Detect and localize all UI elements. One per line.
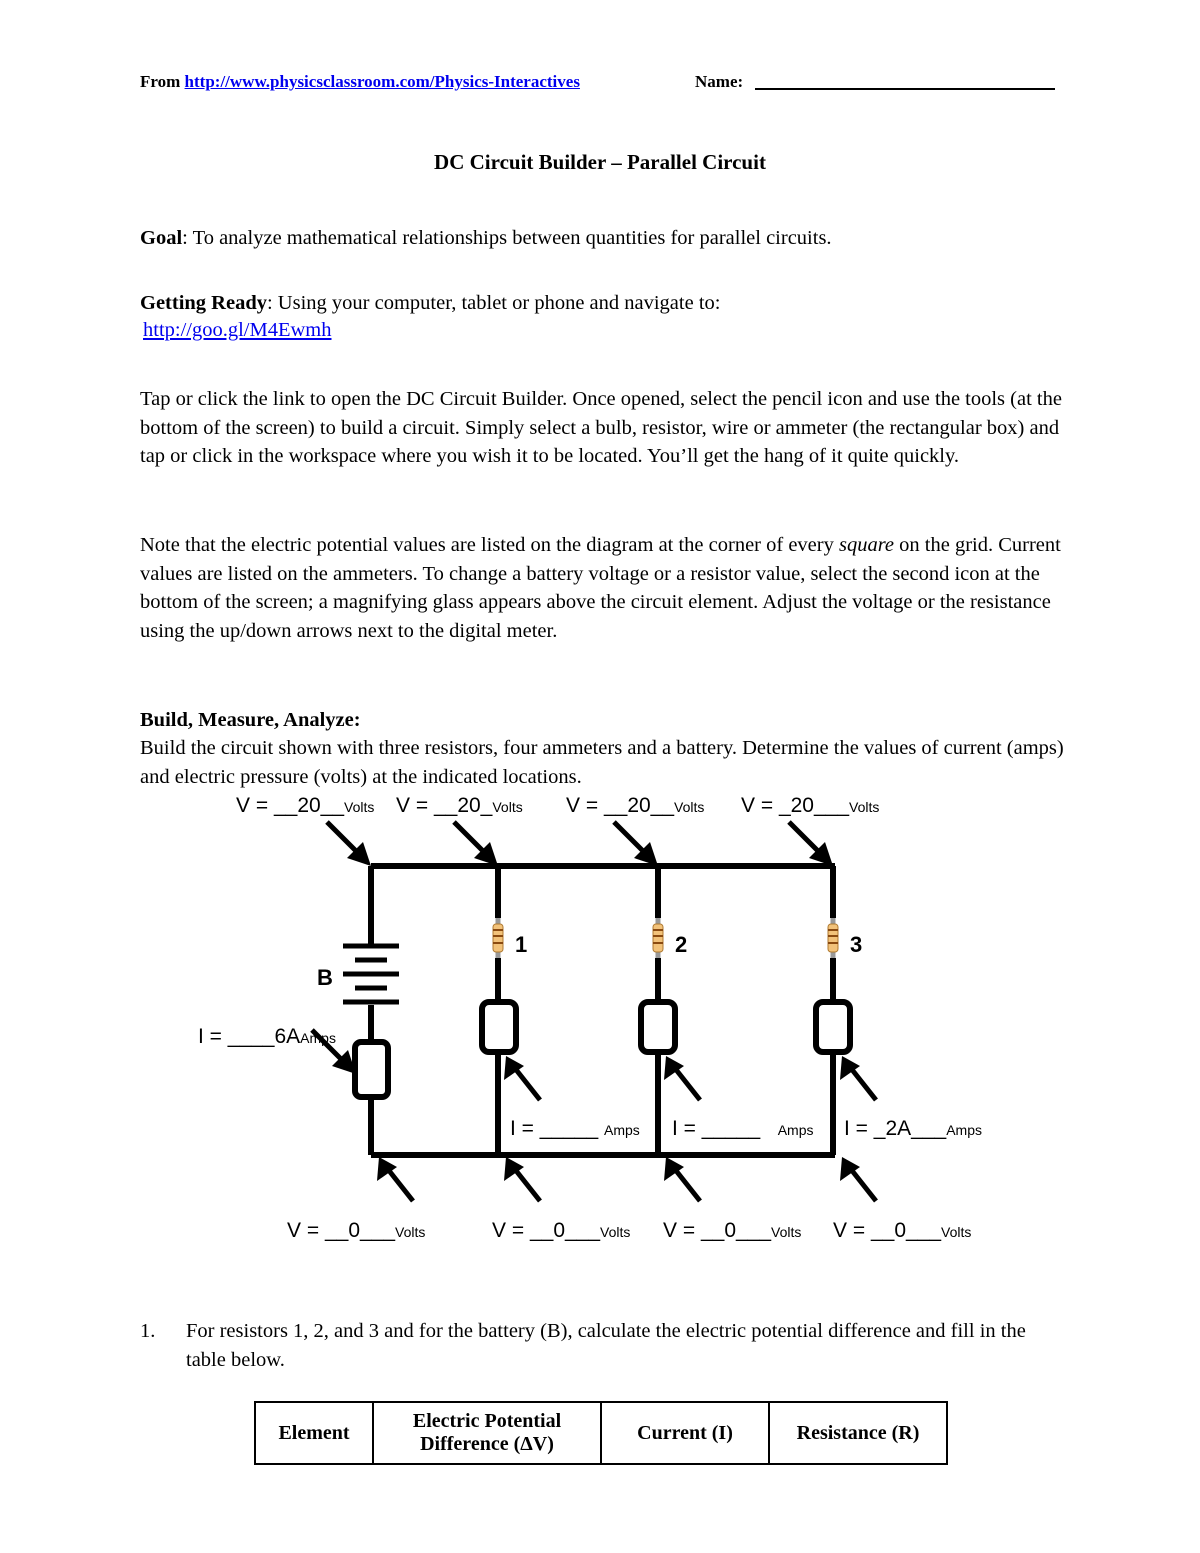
page-title: DC Circuit Builder – Parallel Circuit [434,150,766,174]
table-header-potential: Electric Potential Difference (ΔV) [373,1402,601,1464]
arrow-top-2-icon [454,822,498,866]
note-text-after: on the grid. Current values are listed on the ammeters. To change a battery voltage or a resistor value, select the second icon at the bottom of the screen; a magnifying glass appears above the circuit element. Adjust the voltage or the resistance using the up/down arrows next to the digital meter. [140,534,1061,642]
resistor-number-2: 2 [675,932,688,957]
resistor-1 [493,918,503,958]
instructions-paragraph: Tap or click the link to open the DC Circuit Builder. Once opened, select the pencil icon and use the tools (at the bottom of the screen) to build a circuit. Simply select a bulb, resistor, wire or ammeter (the rectangular box) and tap or click in the workspace where you wish it to be located. You’ll get the hang of it quite quickly. [140,388,1062,467]
voltage-top-1: V = __20__Volts [236,794,375,817]
ammeter-branch-2 [641,1002,675,1052]
voltage-bottom-4: V = __0___Volts [833,1219,972,1242]
resistor-2 [653,918,663,958]
battery [343,946,399,1002]
arrow-branch-2-icon [664,1056,700,1100]
getting-ready-label: Getting Ready [140,292,267,314]
arrow-bottom-4-icon [840,1157,876,1201]
resistor-3 [828,918,838,958]
question-1-number: 1. [140,1320,156,1342]
table-header-row [255,1402,947,1464]
build-heading-text: Build, Measure, Analyze: [140,709,361,731]
goal-label: Goal [140,227,183,249]
note-emphasis: square [838,534,895,556]
table-header-current: Current (I) [601,1402,769,1464]
from-label: From [140,72,181,91]
name-label: Name: [695,72,744,91]
table-header-resistance: Resistance (R) [769,1402,947,1464]
arrow-top-3-icon [614,822,658,866]
arrow-top-1-icon [327,822,371,866]
branch-current-3: I = _2A___Amps [844,1117,982,1140]
build-paragraph: Build the circuit shown with three resistors, four ammeters and a battery. Determine the values of current (amps) and electric pressure (volts) at the indicated locations. [140,737,1064,788]
voltage-top-4: V = _20___Volts [741,794,880,817]
ammeter-branch-3 [816,1002,850,1052]
goal-text: : To analyze mathematical relationships between quantities for parallel circuits. [182,227,832,249]
data-table [254,1401,948,1465]
voltage-bottom-1: V = __0___Volts [287,1219,426,1242]
arrow-branch-3-icon [840,1056,876,1100]
table-header-element: Element [255,1402,373,1464]
arrow-branch-1-icon [504,1056,540,1100]
battery-label: B [317,965,333,990]
question-1-text: For resistors 1, 2, and 3 and for the battery (B), calculate the electric potential difference and fill in the table below. [186,1320,1026,1371]
branch-current-1: I = _____ Amps [510,1117,640,1140]
circuit-builder-link[interactable]: http://goo.gl/M4Ewmh [143,319,332,341]
getting-ready-text: : Using your computer, tablet or phone and navigate to: [266,292,721,314]
arrow-bottom-3-icon [664,1157,700,1201]
ammeter-battery [355,1042,388,1097]
voltage-bottom-2: V = __0___Volts [492,1219,631,1242]
branch-current-2: I = _____ Amps [672,1117,814,1140]
voltage-top-2: V = __20_Volts [396,794,523,817]
circuit-wires [371,866,835,1155]
ammeter-branch-1 [482,1002,516,1052]
source-link[interactable]: http://www.physicsclassroom.com/Physics-Interactives [184,72,580,91]
resistor-number-3: 3 [850,932,863,957]
arrow-bottom-1-icon [377,1157,413,1201]
arrow-top-4-icon [789,822,833,866]
arrow-bottom-2-icon [504,1157,540,1201]
resistor-number-1: 1 [515,932,528,957]
voltage-bottom-3: V = __0___Volts [663,1219,802,1242]
battery-current-label: I = ____6AAmps [198,1025,336,1048]
note-text-before: Note that the electric potential values are listed on the diagram at the corner of every [140,534,839,556]
voltage-top-3: V = __20__Volts [566,794,705,817]
